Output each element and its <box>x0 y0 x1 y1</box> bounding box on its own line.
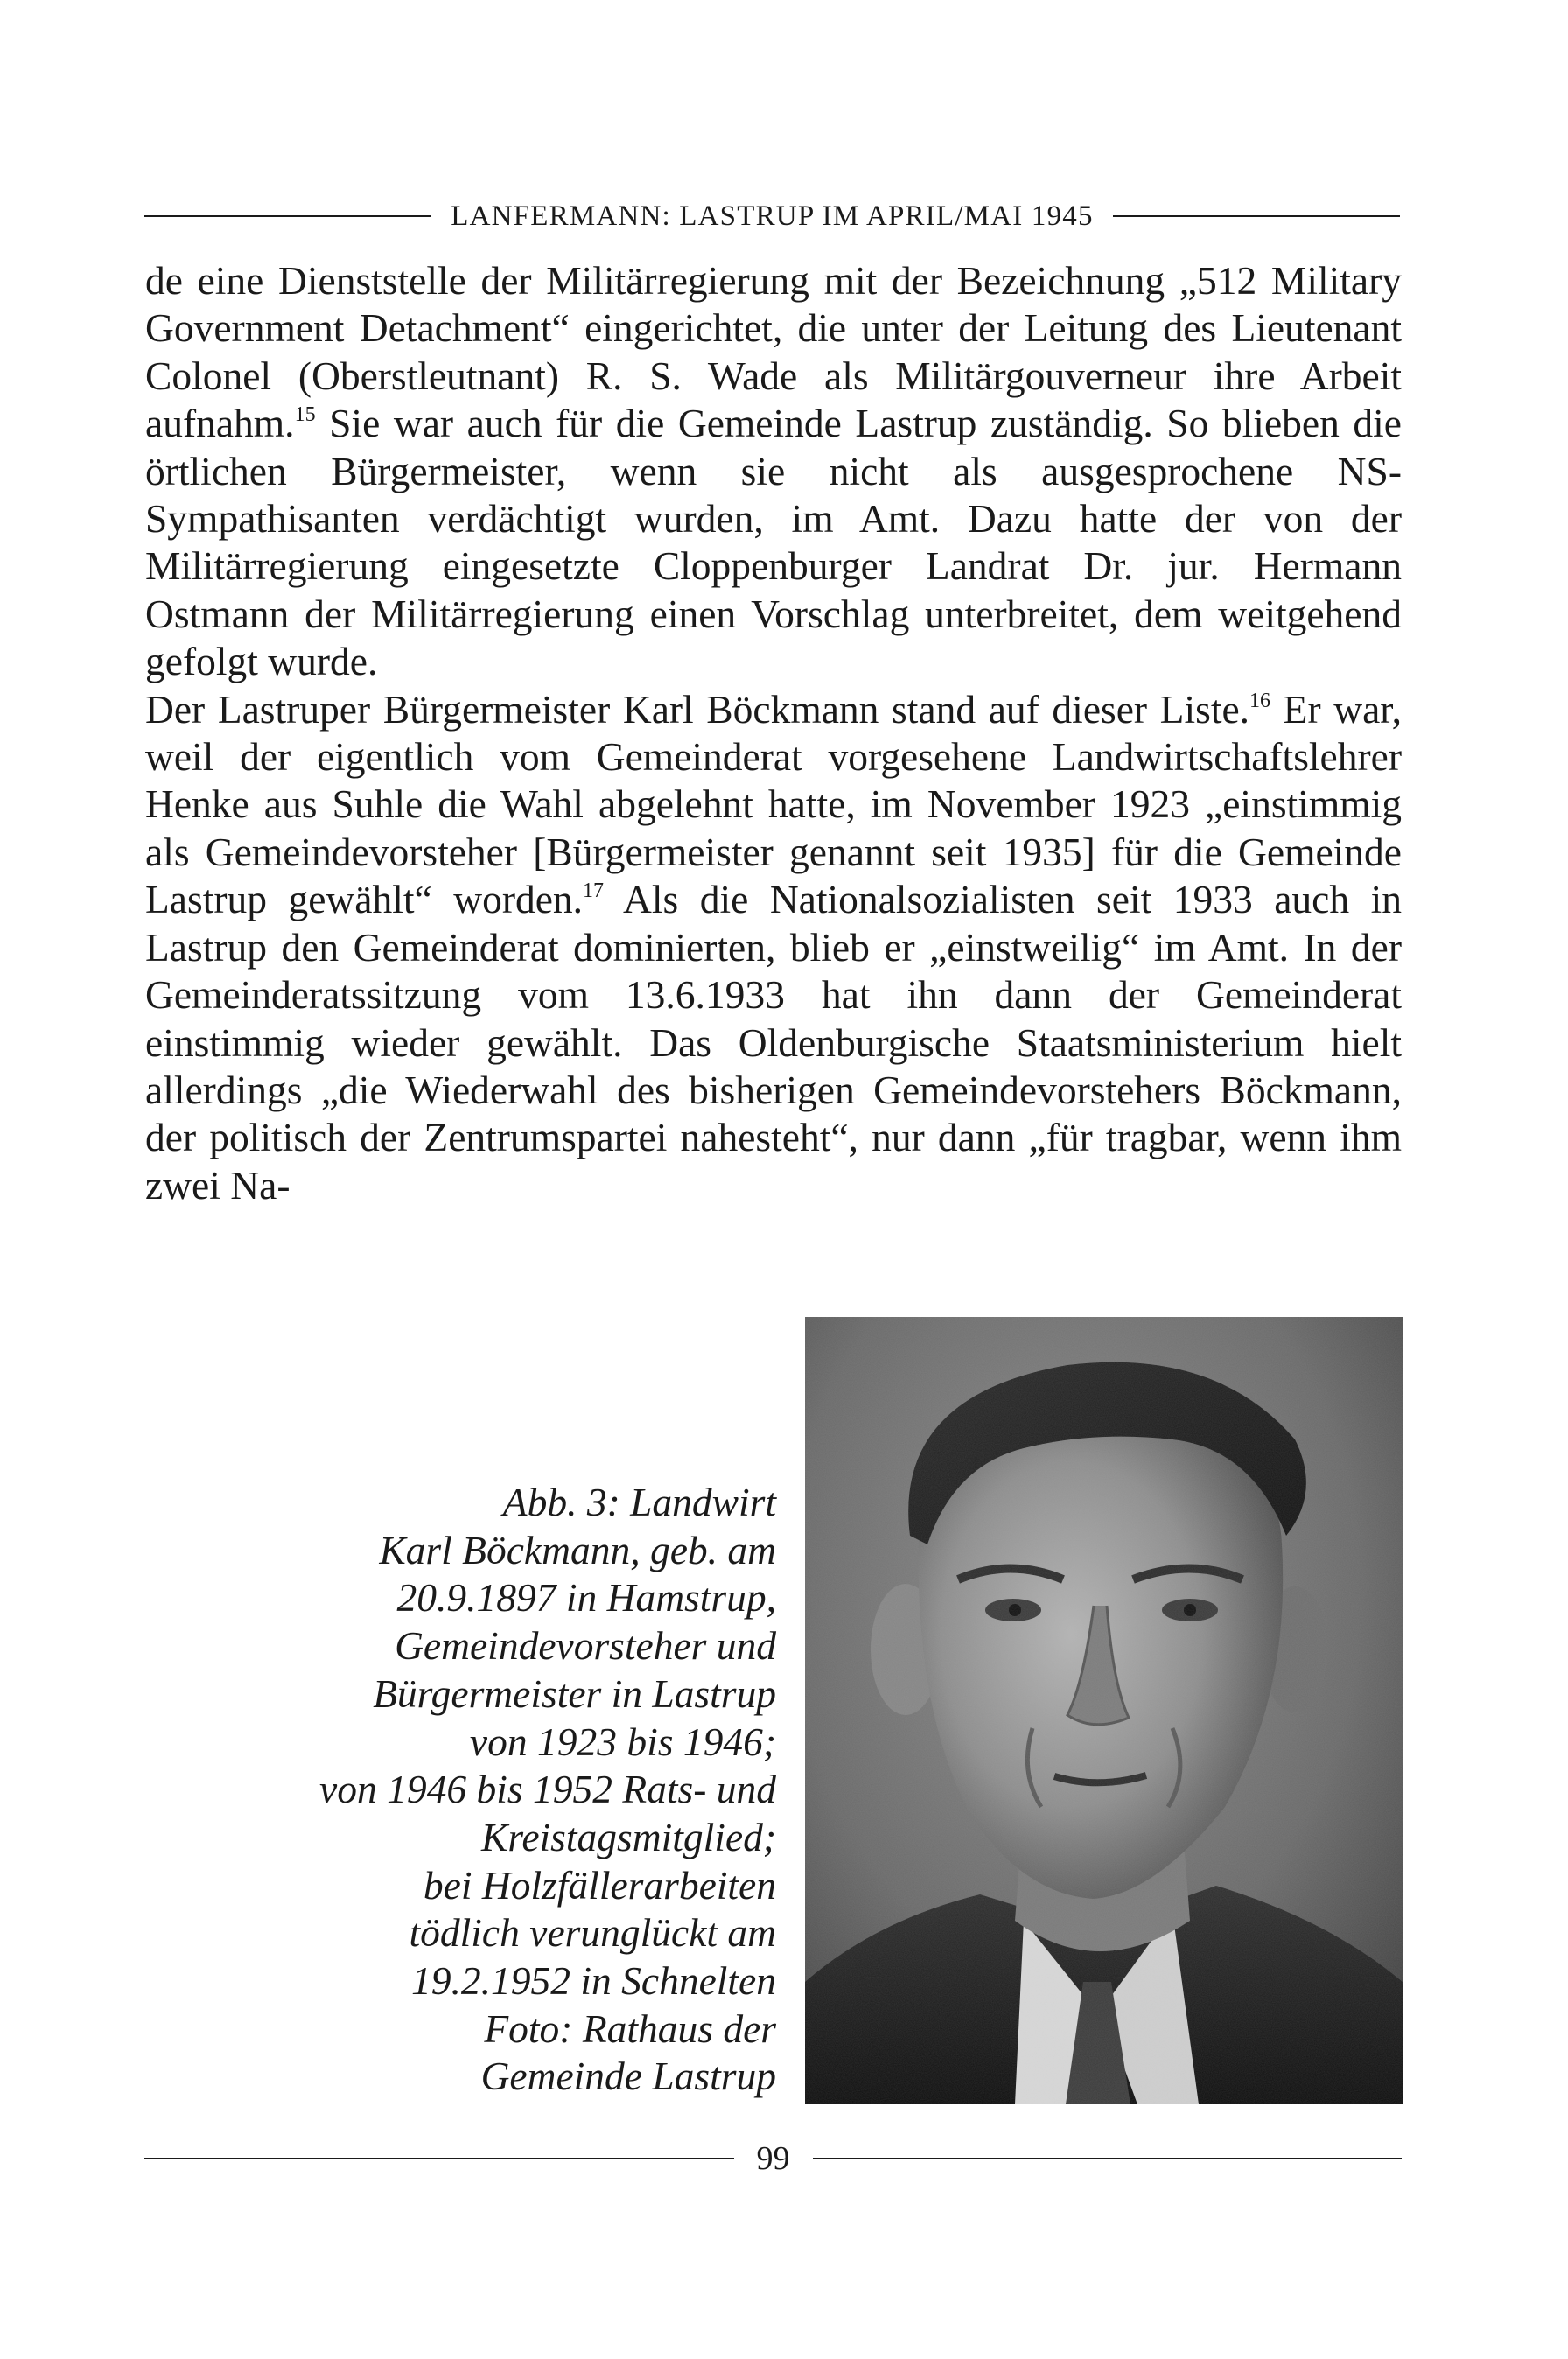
portrait-photo-icon <box>805 1317 1403 2104</box>
footnote-ref-15: 15 <box>294 403 316 427</box>
caption-line: 19.2.1952 in Schnelten <box>410 1958 776 2004</box>
page-footer <box>144 2135 1402 2182</box>
running-title: LANFERMANN: LASTRUP IM APRIL/MAI 1945 <box>451 200 1094 232</box>
paragraph-1-text: de eine Dienststelle der Militärregierung mit der Bezeichnung „512 Military Government Detachment“ eingerichtet, die unter der Leitung des Lieutenant Colonel (Oberstleutnant) R. S. Wade als Militärgouverneur ihre Arbeit aufnahm. <box>145 258 1402 446</box>
body-text <box>145 257 1402 1209</box>
caption-line: Foto: Rathaus der <box>484 2006 776 2051</box>
running-header <box>144 194 1400 238</box>
caption-line: Abb. 3: Landwirt <box>502 1480 776 1524</box>
header-rule-left <box>144 215 431 217</box>
page-number: 99 <box>756 2140 790 2177</box>
figure-caption <box>258 1479 776 2101</box>
portrait-photo <box>805 1317 1403 2104</box>
paragraph-1 <box>145 257 1402 686</box>
caption-line: von 1946 bis 1952 Rats- und <box>319 1767 776 1812</box>
paragraph-2-text-after: Als die Nationalsozialisten seit 1933 auch in Lastrup den Gemeinderat dominierten, blieb er „einstweilig“ im Amt. In der Gemeinderatssitzung vom 13.6.1933 hat ihn dann der Gemeinderat einstimmig wieder gewählt. Das Oldenburgische Staatsministerium hielt allerdings „die Wiederwahl des bisherigen Gemeindevorstehers Böckmann, der politisch der Zentrumspartei nahesteht“, nur dann „für tragbar, wenn ihm zwei Na- <box>145 877 1402 1208</box>
paragraph-2 <box>145 686 1402 1209</box>
caption-line: 20.9.1897 in Hamstrup, <box>396 1575 776 1620</box>
caption-line: tödlich verunglückt am <box>409 1910 776 1956</box>
footnote-ref-16: 16 <box>1250 689 1271 712</box>
caption-line: Gemeinde Lastrup <box>480 2054 776 2099</box>
caption-line: von 1923 bis 1946; <box>469 1718 776 1764</box>
caption-line: Gemeindevorsteher und <box>395 1623 776 1669</box>
caption-line: Bürgermeister in Lastrup <box>373 1670 776 1716</box>
caption-line: bei Holzfällerarbeiten <box>423 1862 776 1908</box>
caption-line: Karl Böckmann, geb. am <box>379 1527 776 1572</box>
footnote-ref-17: 17 <box>583 879 605 903</box>
footer-rule-left <box>144 2158 734 2160</box>
caption-line: Kreistagsmitglied; <box>480 1814 776 1859</box>
paragraph-1-text-after: Sie war auch für die Gemeinde Lastrup zuständig. So blieben die örtlichen Bürgermeister, wenn sie nicht als ausgesprochene NS-Sympathisanten verdächtigt wurden, im Amt. Dazu hatte der von der Militärregierung eingesetzte Cloppenburger Landrat Dr. jur. Hermann Ostmann der Militärregierung einen Vorschlag unterbreitet, dem weitgehend gefolgt wurde. <box>145 401 1402 684</box>
paragraph-2-text-mid: Er war, weil der eigentlich vom Gemeinderat vorgesehene Landwirtschaftslehrer Henke aus Suhle die Wahl abgelehnt hatte, im November 1923 „einstimmig als Gemeindevorsteher [Bürgermeister genannt seit 1935] für die Gemeinde Lastrup gewählt“ worden. <box>145 686 1402 922</box>
footer-rule-right <box>813 2158 1403 2160</box>
paragraph-2-text: Der Lastruper Bürgermeister Karl Böckmann stand auf dieser Liste. <box>145 686 1250 732</box>
header-rule-right <box>1113 215 1400 217</box>
